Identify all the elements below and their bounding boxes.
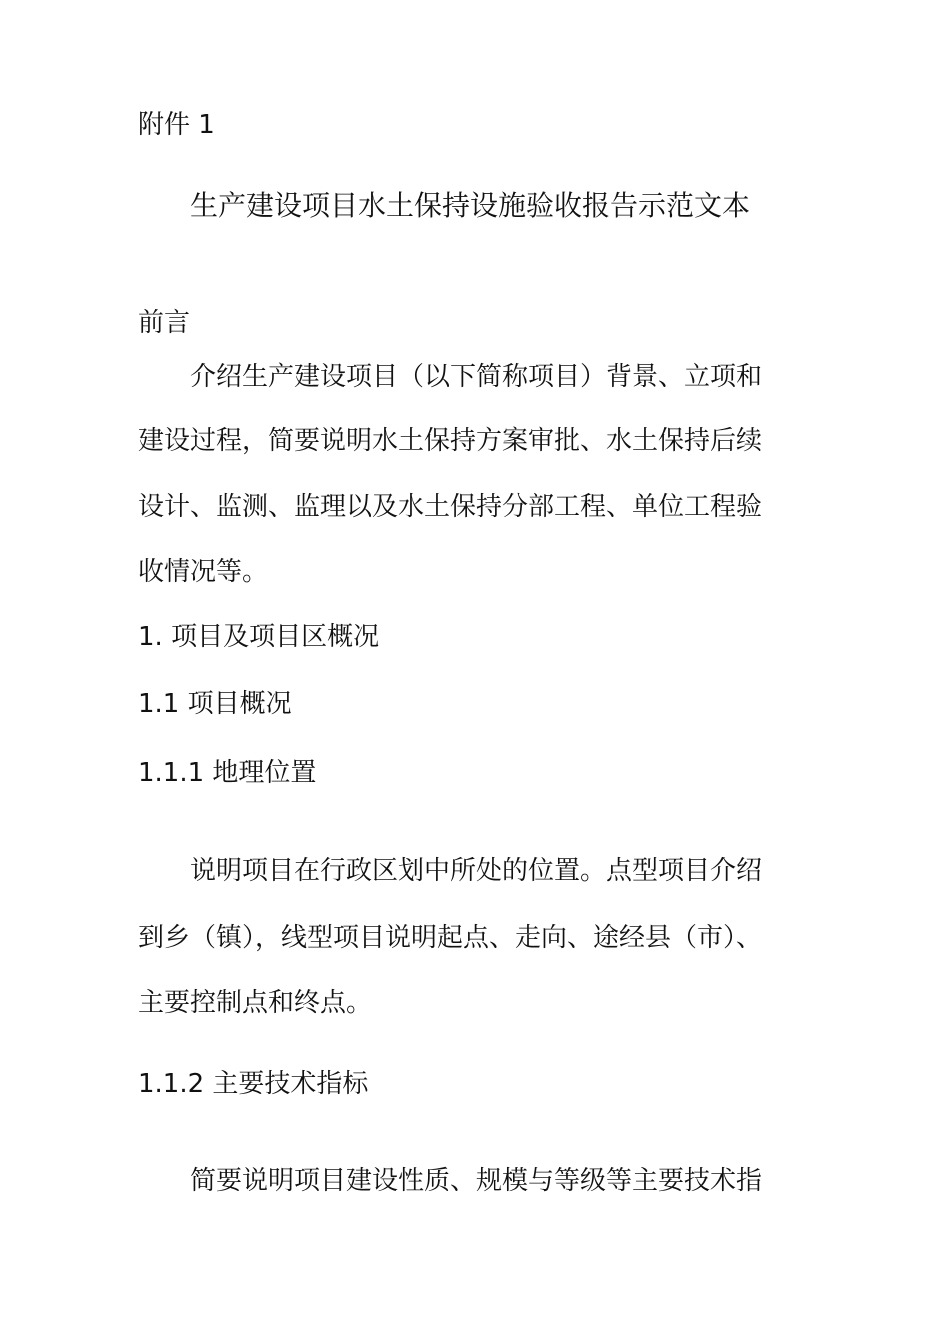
section-1-1-1-paragraph-line: 说明项目在行政区划中所处的位置。点型项目介绍 <box>190 856 763 886</box>
attachment-label: 附件 1 <box>138 110 215 140</box>
section-1-1-heading: 1.1 项目概况 <box>138 689 292 719</box>
section-1-1-1-heading: 1.1.1 地理位置 <box>138 758 317 788</box>
section-1-heading: 1. 项目及项目区概况 <box>138 622 380 652</box>
preface-paragraph-line: 设计、监测、监理以及水土保持分部工程、单位工程验 <box>138 492 763 522</box>
section-1-1-2-paragraph-line: 简要说明项目建设性质、规模与等级等主要技术指 <box>190 1166 763 1196</box>
document-title: 生产建设项目水土保持设施验收报告示范文本 <box>190 189 751 222</box>
preface-paragraph-line: 收情况等。 <box>138 557 269 587</box>
preface-heading: 前言 <box>138 308 191 338</box>
section-1-1-1-paragraph-line: 主要控制点和终点。 <box>138 988 373 1018</box>
preface-paragraph-line: 建设过程，简要说明水土保持方案审批、水土保持后续 <box>138 426 763 456</box>
section-1-1-2-heading: 1.1.2 主要技术指标 <box>138 1069 369 1099</box>
preface-paragraph-line: 介绍生产建设项目（以下简称项目）背景、立项和 <box>190 362 763 392</box>
section-1-1-1-paragraph-line: 到乡（镇），线型项目说明起点、走向、途经县（市）、 <box>138 923 763 953</box>
